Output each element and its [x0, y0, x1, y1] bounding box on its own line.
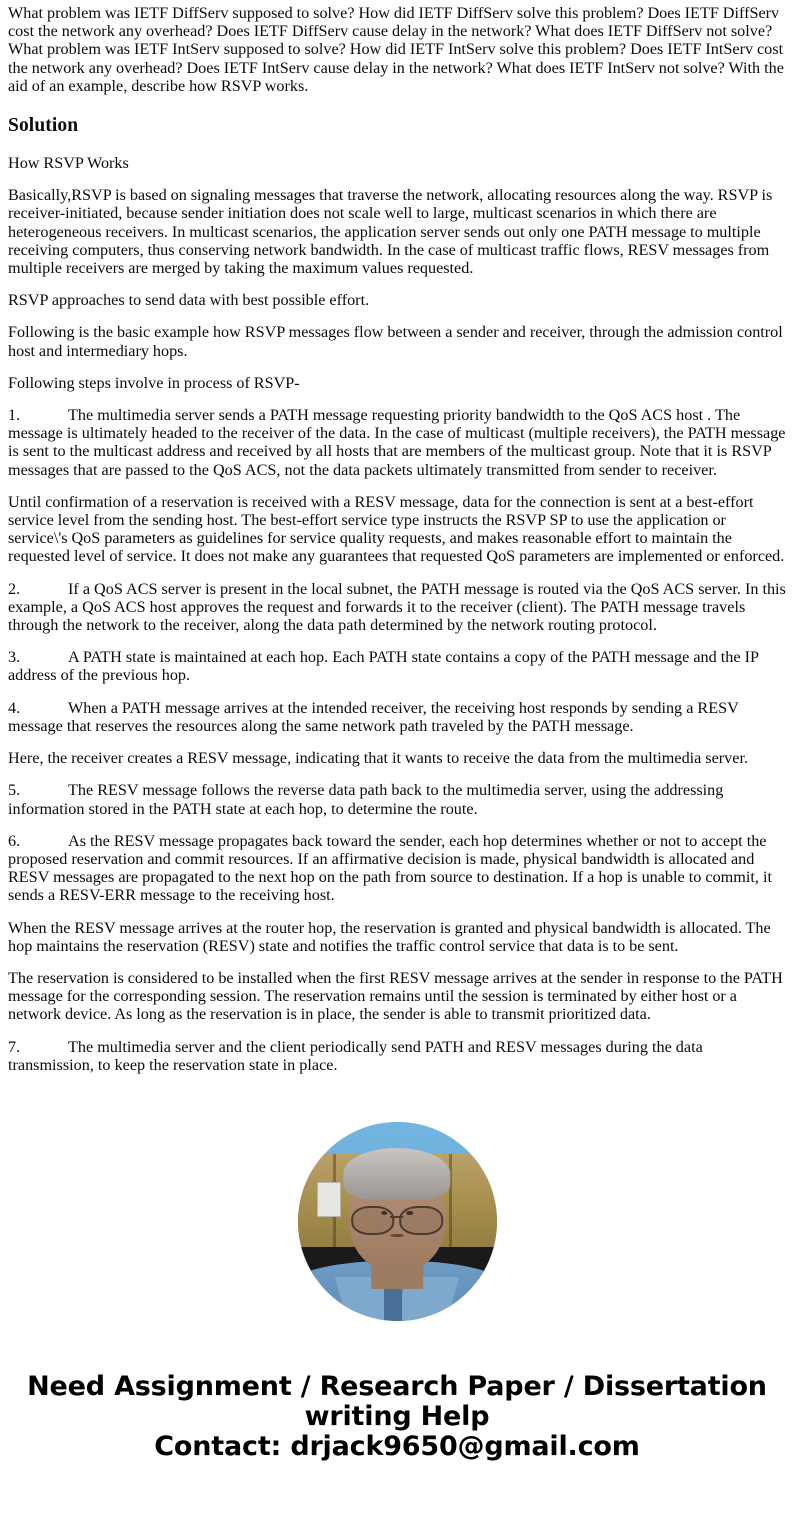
step-number: 3.: [8, 648, 21, 667]
paragraph-best-effort: RSVP approaches to send data with best possible effort.: [8, 291, 370, 310]
step-text: As the RESV message propagates back toward the sender, each hop determines whether or not to accept the proposed reservation and commit resources. If an affirmative decision is made, physical bandwidth is allocated and RESV messages are propagated to the next hop on the path from source to destination. If a hop is unable to commit, it sends a RESV-ERR message to the receiving host.: [8, 831, 772, 905]
paragraph-steps-intro: Following steps involve in process of RSVP-: [8, 373, 300, 392]
wall-switch: [317, 1182, 341, 1218]
footer: [8, 1372, 786, 1462]
footer-line-2: writing Help: [304, 1400, 490, 1432]
avatar-container: [8, 1122, 786, 1332]
list-item: [8, 1038, 786, 1074]
glasses-icon: [351, 1206, 443, 1232]
step-number: 1.: [8, 406, 21, 425]
paragraph-example-intro: Following is the basic example how RSVP messages flow between a sender and receiver, through the admission control host and intermediary hops.: [8, 323, 787, 360]
list-item: [8, 832, 786, 905]
photo-lens-right: [399, 1206, 442, 1236]
step-text: The multimedia server and the client periodically send PATH and RESV messages during the data transmission, to keep the reservation state in place.: [8, 1037, 703, 1074]
list-item: [8, 781, 786, 817]
step-number: 2.: [8, 579, 21, 598]
paragraph-router-hop: When the RESV message arrives at the router hop, the reservation is granted and physical bandwidth is allocated. The hop maintains the reservation (RESV) state and notifies the traffic control service that data is to be sent.: [8, 918, 775, 955]
step-text: The RESV message follows the reverse data path back to the multimedia server, using the addressing information stored in the PATH state at each hop, to determine the route.: [8, 781, 724, 818]
avatar: [298, 1122, 497, 1321]
step-number: 5.: [8, 781, 21, 800]
step-text: The multimedia server sends a PATH message requesting priority bandwidth to the QoS ACS host . The message is ultimately headed to the receiver of the data. In the case of multicast (multiple receivers), the PATH message is sent to the multicast address and received by all hosts that are members of the multicast group. Note that it is RSVP messages that are passed to the QoS ACS, not the data packets ultimately transmitted from sender to receiver.: [8, 406, 786, 479]
list-item: [8, 406, 786, 479]
paragraph-basics: Basically,RSVP is based on signaling messages that traverse the network, allocating resources along the way. RSVP is receiver-initiated, because sender initiation does not scale well to large, multicast scenarios in which there are heterogeneous receivers. In multicast scenarios, the application server sends out only one PATH message to multiple receiving computers, thus conserving network bandwidth. In the case of multicast traffic flows, RESV messages from multiple receivers are merged by taking the maximum values requested.: [8, 186, 777, 278]
photo-hair: [343, 1148, 450, 1200]
footer-line-1: Need Assignment / Research Paper / Dissertation: [27, 1370, 767, 1402]
question-paragraph: What problem was IETF DiffServ supposed to solve? How did IETF DiffServ solve this problem? Does IETF DiffServ cost the network any overhead? Does IETF DiffServ cause delay in the network? What does IETF DiffServ not solve? What problem was IETF IntServ supposed to solve? How did IETF IntServ solve this problem? Does IETF IntServ cost the network any overhead? Does IETF IntServ cause delay in the network? What does IETF IntServ not solve? With the aid of an example, describe how RSVP works.: [8, 4, 788, 95]
photo-mouth: [390, 1234, 403, 1237]
step-text: When a PATH message arrives at the intended receiver, the receiving host responds by sending a RESV message that reserves the resources along the same network path traveled by the PATH message.: [8, 698, 739, 735]
photo-lens-left: [351, 1206, 394, 1236]
list-item: [8, 699, 786, 735]
photo-tie: [384, 1289, 402, 1321]
paragraph-receiver-creates: Here, the receiver creates a RESV message, indicating that it wants to receive the data from the multimedia server.: [8, 749, 748, 768]
list-item: [8, 648, 786, 684]
photo-glasses-bridge: [391, 1216, 404, 1218]
paragraph-installed: The reservation is considered to be installed when the first RESV message arrives at the sender in response to the PATH message for the corresponding session. The reservation remains until the session is terminated by either host or a network device. As long as the reservation is in place, the sender is able to transmit prioritized data.: [8, 968, 787, 1024]
solution-heading: Solution: [8, 115, 79, 137]
subtitle-how-rsvp-works: How RSVP Works: [8, 154, 129, 173]
step-number: 6.: [8, 831, 21, 850]
step-text: If a QoS ACS server is present in the local subnet, the PATH message is routed via the QoS ACS server. In this example, a QoS ACS host approves the request and forwards it to the receiver (client). The PATH message travels through the network to the receiver, along the data path determined by the network routing protocol.: [8, 579, 786, 635]
step-number: 7.: [8, 1037, 21, 1056]
paragraph-until-confirmation: Until confirmation of a reservation is received with a RESV message, data for the connection is sent at a best-effort service level from the sending host. The best-effort service type instructs the RSVP SP to use the application or service\'s QoS parameters as guidelines for service quality requests, and makes reasonable effort to maintain the requested level of service. It does not make any guarantees that requested QoS parameters are implemented or enforced.: [8, 492, 785, 566]
step-text: A PATH state is maintained at each hop. Each PATH state contains a copy of the PATH message and the IP address of the previous hop.: [8, 648, 759, 685]
step-number: 4.: [8, 698, 21, 717]
footer-line-3: Contact: drjack9650@gmail.com: [154, 1430, 640, 1462]
list-item: [8, 580, 786, 635]
